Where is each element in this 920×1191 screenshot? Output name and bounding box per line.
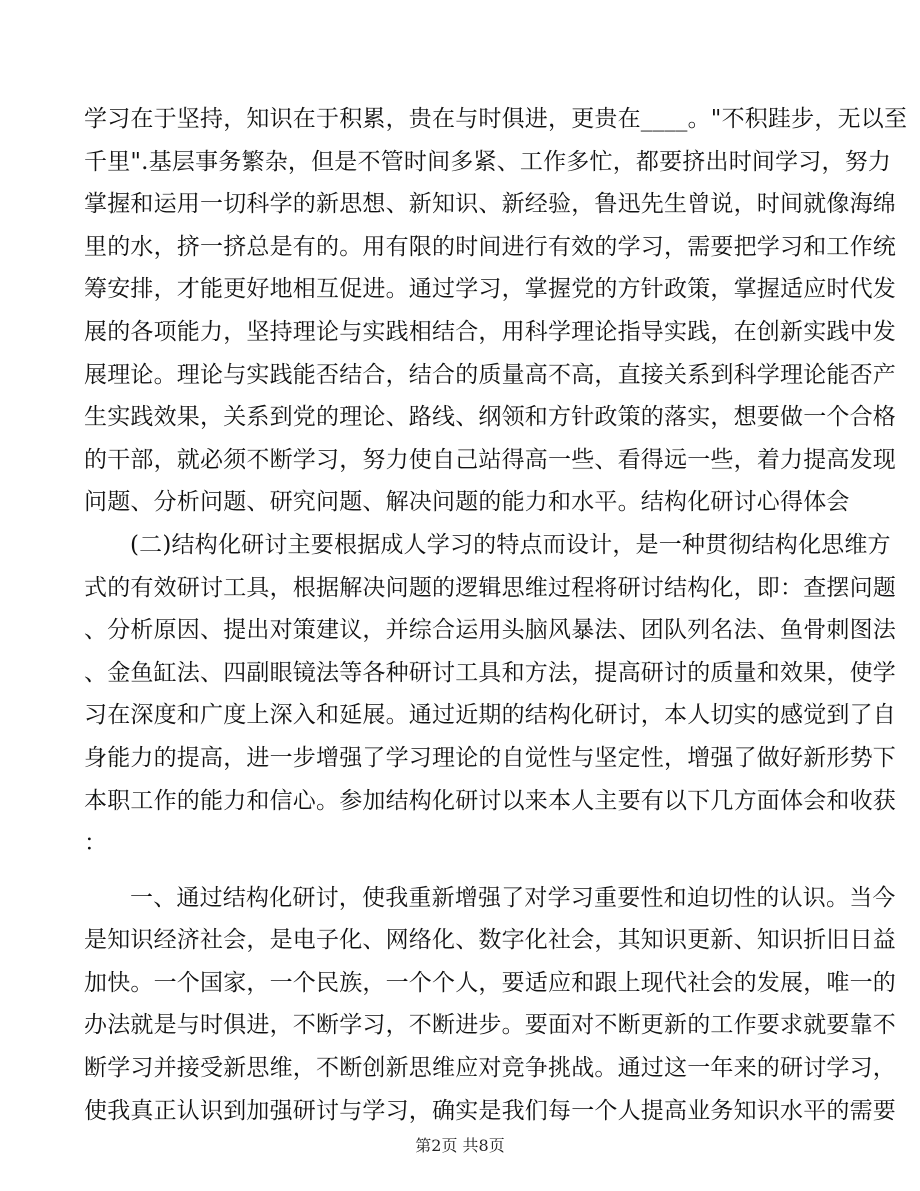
text-line: 、金鱼缸法、四副眼镜法等各种研讨工具和方法，提高研讨的质量和效果，使学 [84,659,896,686]
text-line: 习在深度和广度上深入和延展。通过近期的结构化研讨，本人切实的感觉到了自 [84,702,896,729]
text-line: 里的水，挤一挤总是有的。用有限的时间进行有效的学习，需要把学习和工作统 [84,233,896,260]
text-line: 加快。一个国家，一个民族，一个个人，要适应和跟上现代社会的发展，唯一的 [84,969,896,996]
text-line: 展理论。理论与实践能否结合，结合的质量高不高，直接关系到科学理论能否产 [84,361,896,388]
text-line: 本职工作的能力和信心。参加结构化研讨以来本人主要有以下几方面体会和收获 [84,787,896,814]
text-line: 断学习并接受新思维，不断创新思维应对竞争挑战。通过这一年来的研讨学习， [84,1055,896,1082]
text-line: 式的有效研讨工具，根据解决问题的逻辑思维过程将研讨结构化，即：查摆问题 [84,574,896,601]
text-line: 问题、分析问题、研究问题、解决问题的能力和水平。结构化研讨心得体会 [84,489,850,516]
page-number: 第2页 共8页 [415,1136,505,1155]
text-line: 的干部，就必须不断学习，努力使自己站得高一些、看得远一些，着力提高发现 [84,446,896,473]
paragraph-gap [84,865,824,877]
text-line: 、分析原因、提出对策建议，并综合运用头脑风暴法、团队列名法、鱼骨刺图法 [84,617,896,644]
text-line: 使我真正认识到加强研讨与学习，确实是我们每一个人提高业务知识水平的需要 [84,1097,896,1124]
text-line: 办法就是与时俱进，不断学习，不断进步。要面对不断更新的工作要求就要靠不 [84,1012,896,1039]
text-line: 学习在于坚持，知识在于积累，贵在与时俱进，更贵在____。"不积跬步，无以至 [84,106,908,132]
text-line: 掌握和运用一切科学的新思想、新知识、新经验，鲁迅先生曾说，时间就像海绵 [84,191,896,218]
text-line: 是知识经济社会，是电子化、网络化、数字化社会，其知识更新、知识折旧日益 [84,927,896,954]
text-line: 身能力的提高，进一步增强了学习理论的自觉性与坚定性，增强了做好新形势下 [84,744,896,771]
text-line: 生实践效果，关系到党的理论、路线、纲领和方针政策的落实，想要做一个合格 [84,404,896,431]
document-body [84,98,908,1132]
text-line: ： [84,830,108,857]
paragraph-1 [84,98,908,524]
text-line: 千里".基层事务繁杂，但是不管时间多紧、工作多忙，都要挤出时间学习，努力 [84,148,892,175]
text-line: 一、通过结构化研讨，使我重新增强了对学习重要性和迫切性的认识。当今 [130,884,896,911]
paragraph-2 [84,524,896,865]
paragraph-3 [84,877,896,1133]
text-line: (二)结构化研讨主要根据成人学习的特点而设计，是一种贯彻结构化思维方 [130,531,891,558]
text-line: 展的各项能力，坚持理论与实践相结合，用科学理论指导实践，在创新实践中发 [84,318,896,345]
text-line: 筹安排，才能更好地相互促进。通过学习，掌握党的方针政策，掌握适应时代发 [84,276,896,303]
